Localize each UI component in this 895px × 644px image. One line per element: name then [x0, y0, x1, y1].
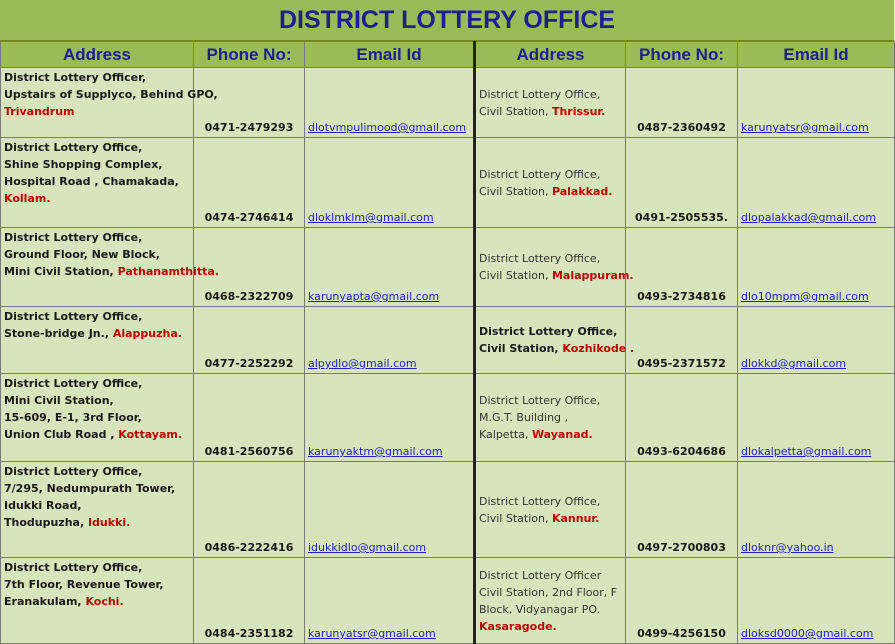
address-city-line	[4, 593, 190, 610]
address-line: Upstairs of Supplyco, Behind GPO,	[4, 88, 218, 101]
address-city-line	[479, 340, 635, 357]
address-prefix: Stone-bridge Jn.,	[4, 327, 113, 340]
address-line: District Lottery Office,	[4, 561, 143, 574]
address-prefix: Civil Station,	[479, 342, 563, 355]
address-line: District Lottery Office,	[479, 394, 601, 407]
address-city-line	[4, 103, 190, 120]
address-city-line	[479, 618, 622, 635]
address-cell	[475, 462, 626, 558]
email-link[interactable]: dlokkd@gmail.com	[741, 357, 847, 370]
address-cell	[1, 462, 194, 558]
address-line: District Lottery Office,	[4, 465, 143, 478]
email-link[interactable]: dloksd0000@gmail.com	[741, 627, 874, 640]
email-cell	[305, 374, 475, 462]
address-cell	[475, 374, 626, 462]
address-prefix: Eranakulam,	[4, 595, 86, 608]
address-line: District Lottery Office,	[479, 252, 601, 265]
address-city-line	[479, 183, 622, 200]
email-cell	[738, 374, 895, 462]
address-line: Hospital Road , Chamakada,	[4, 175, 179, 188]
address-line: District Lottery Office,	[479, 494, 601, 508]
col-header-email-2: Email Id	[738, 42, 895, 68]
email-cell	[305, 307, 475, 374]
email-cell	[738, 307, 895, 374]
table-row	[1, 558, 895, 644]
phone-number: 0484-2351182	[194, 558, 305, 644]
header-row	[1, 42, 895, 68]
city-name: Thrissur.	[551, 104, 606, 118]
phone-number: 0474-2746414	[194, 138, 305, 228]
email-cell	[305, 558, 475, 644]
address-city-line	[479, 267, 634, 284]
address-prefix: Civil Station,	[479, 511, 552, 525]
email-cell	[305, 138, 475, 228]
address-line: Ground Floor, New Block,	[4, 248, 160, 261]
address-line: Civil Station, 2nd Floor, F	[479, 585, 618, 599]
city-name: Pathanamthitta.	[117, 265, 219, 278]
address-line: 7/295, Nedumpurath Tower,	[4, 482, 176, 495]
table-row	[1, 374, 895, 462]
city-name: Kottayam.	[118, 428, 183, 441]
address-cell	[1, 558, 194, 644]
address-line: District Lottery Office,	[479, 87, 601, 101]
city-name: Palakkad.	[551, 184, 613, 198]
email-cell	[738, 558, 895, 644]
email-link[interactable]: karunyaktm@gmail.com	[308, 445, 443, 458]
email-link[interactable]: dlokalpetta@gmail.com	[741, 445, 872, 458]
email-cell	[738, 462, 895, 558]
table-row	[1, 462, 895, 558]
address-city-line	[4, 426, 190, 443]
email-cell	[305, 462, 475, 558]
address-city-line	[4, 325, 190, 342]
address-city-line	[479, 103, 622, 120]
col-header-address: Address	[1, 42, 194, 68]
email-cell	[738, 138, 895, 228]
phone-number: 0499-4256150	[626, 558, 738, 644]
phone-number: 0495-2371572	[626, 307, 738, 374]
phone-number: 0471-2479293	[194, 68, 305, 138]
phone-number: 0491-2505535.	[626, 138, 738, 228]
address-line: Shine Shopping Complex,	[4, 158, 163, 171]
table-row	[1, 228, 895, 307]
address-prefix: Civil Station,	[479, 269, 552, 282]
email-cell	[305, 228, 475, 307]
address-city-line	[479, 426, 622, 443]
email-link[interactable]: karunyapta@gmail.com	[308, 290, 440, 303]
address-line: District Lottery Office,	[4, 377, 143, 390]
address-line: District Lottery Office,	[4, 231, 143, 244]
phone-number: 0487-2360492	[626, 68, 738, 138]
city-name: Trivandrum	[4, 105, 75, 118]
address-cell	[475, 307, 635, 374]
address-cell	[1, 138, 194, 228]
email-link[interactable]: dloknr@yahoo.in	[741, 541, 834, 554]
email-cell	[738, 228, 895, 307]
phone-number: 0493-6204686	[626, 374, 738, 462]
city-name: Kasaragode.	[479, 619, 557, 633]
city-name: Kochi.	[85, 595, 124, 608]
email-link[interactable]: dlopalakkad@gmail.com	[741, 211, 877, 224]
address-city-line	[479, 510, 622, 527]
email-link[interactable]: dloklmklm@gmail.com	[308, 211, 434, 224]
address-cell	[475, 558, 626, 644]
address-city-line	[4, 514, 190, 531]
address-line: 7th Floor, Revenue Tower,	[4, 578, 164, 591]
phone-number: 0486-2222416	[194, 462, 305, 558]
page-title: DISTRICT LOTTERY OFFICE	[0, 0, 894, 41]
address-prefix: Kalpetta,	[479, 428, 532, 441]
city-name: Kozhikode .	[562, 342, 635, 355]
address-line: District Lottery Office,	[4, 310, 143, 323]
address-cell	[1, 374, 194, 462]
address-prefix: Thodupuzha,	[4, 516, 88, 529]
col-header-address-2: Address	[475, 42, 626, 68]
address-line: District Lottery Office,	[4, 141, 143, 154]
phone-number: 0493-2734816	[626, 228, 738, 307]
phone-number: 0481-2560756	[194, 374, 305, 462]
address-prefix: Union Club Road ,	[4, 428, 119, 441]
phone-number: 0468-2322709	[194, 228, 305, 307]
col-header-phone: Phone No:	[194, 42, 305, 68]
table-row	[1, 68, 895, 138]
city-name: Malappuram.	[551, 269, 634, 282]
table-row	[1, 307, 895, 374]
address-cell	[1, 68, 218, 138]
city-name: Alappuzha.	[112, 327, 182, 340]
address-prefix: Mini Civil Station,	[4, 265, 118, 278]
city-name: Idukki.	[87, 516, 131, 529]
address-city-line	[4, 263, 219, 280]
email-cell	[305, 68, 475, 138]
address-line: District Lottery Officer	[479, 568, 602, 582]
email-cell	[738, 68, 895, 138]
col-header-email: Email Id	[305, 42, 475, 68]
address-line: District Lottery Office,	[479, 167, 601, 181]
col-header-phone-2: Phone No:	[626, 42, 738, 68]
address-line: Idukki Road,	[4, 499, 82, 512]
email-link[interactable]: alpydlo@gmail.com	[308, 357, 417, 370]
address-line: Mini Civil Station,	[4, 394, 114, 407]
address-line: District Lottery Officer,	[4, 71, 147, 84]
address-prefix: Civil Station,	[479, 104, 552, 118]
address-line: District Lottery Office,	[479, 325, 618, 338]
city-name: Kannur.	[551, 511, 600, 525]
email-link[interactable]: karunyatsr@gmail.com	[741, 121, 869, 134]
address-line: 15-609, E-1, 3rd Floor,	[4, 411, 142, 424]
email-link[interactable]: idukkidlo@gmail.com	[308, 541, 427, 554]
office-table	[0, 41, 895, 644]
address-cell	[1, 228, 219, 307]
city-name: Kollam.	[4, 192, 51, 205]
phone-number: 0477-2252292	[194, 307, 305, 374]
email-link[interactable]: dlotvmpulimood@gmail.com	[308, 121, 467, 134]
address-city-line	[4, 190, 190, 207]
table-row	[1, 138, 895, 228]
address-line: Block, Vidyanagar PO.	[479, 602, 601, 616]
address-prefix: Civil Station,	[479, 184, 552, 198]
address-cell	[1, 307, 194, 374]
address-cell	[475, 228, 634, 307]
address-cell	[475, 68, 626, 138]
email-link[interactable]: dlo10mpm@gmail.com	[741, 290, 869, 303]
phone-number: 0497-2700803	[626, 462, 738, 558]
city-name: Wayanad.	[531, 428, 593, 441]
address-line: M.G.T. Building ,	[479, 411, 569, 424]
email-link[interactable]: karunyatsr@gmail.com	[308, 627, 436, 640]
address-cell	[475, 138, 626, 228]
